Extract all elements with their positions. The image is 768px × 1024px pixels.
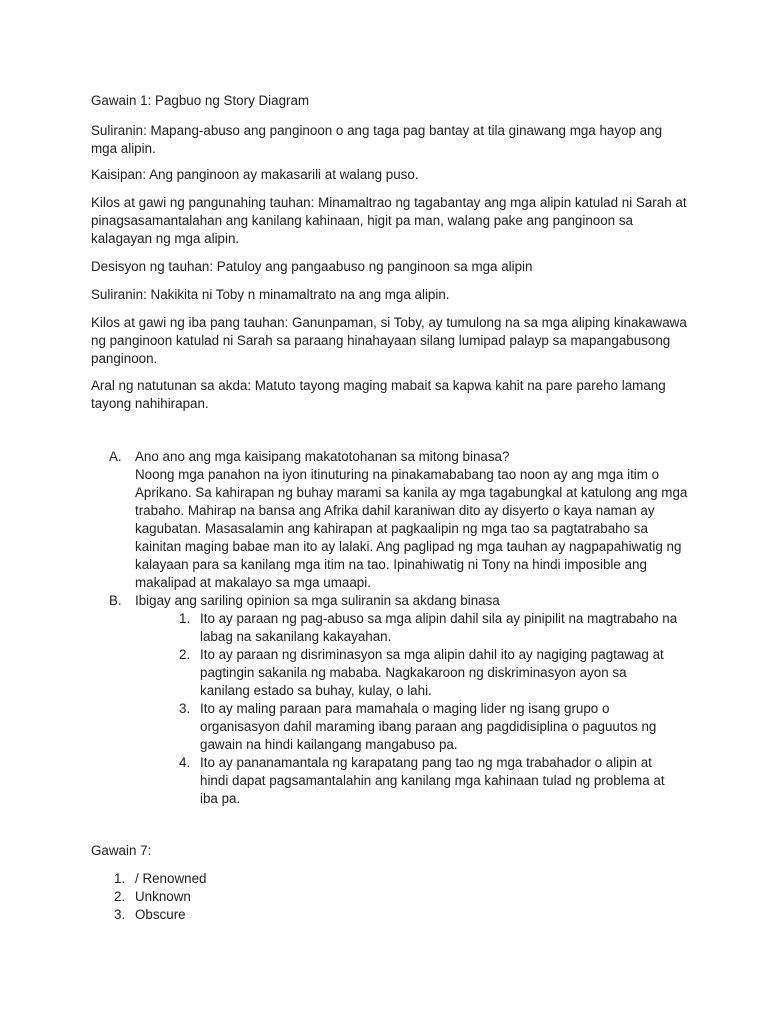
list-item [179, 610, 679, 646]
list-item-text: Ito ay paraan ng disriminasyon sa mga alipin dahil ito ay nagiging pagtawag at pagtingin sakanila ng mababa. Nagkakaroon ng diskriminasyon ayon sa kanilang estado sa buhay, kulay, o lahi. [200, 647, 664, 698]
paragraph-kilos-iba-pang-tauhan: Kilos at gawi ng iba pang tauhan: Ganunpaman, si Toby, ay tumulong na sa mga aliping kinakawawa ng panginoon katulad ni Sarah sa paraang hinahayaan silang lumipad palayp sa mapangabusong panginoon. [91, 315, 687, 366]
questions-list [109, 448, 689, 808]
list-item [179, 700, 679, 754]
list-item [179, 646, 679, 700]
question-a [109, 448, 689, 592]
list-marker: 2. [114, 889, 126, 904]
opinion-list [135, 610, 679, 808]
list-marker: 2. [179, 647, 191, 662]
list-item-text: Ito ay maling paraan para mamahala o maging lider ng isang grupo o organisasyon dahil maraming ibang paraan ang pagdidisiplina o paguutos ng gawain na hindi kailangang mangabuso pa. [200, 701, 657, 752]
answer-text: Noong mga panahon na iyon itinuturing na pinakamababang tao noon ay ang mga itim o Aprikano. Sa kahirapan ng buhay marami sa kanila ay mga tagabungkal at katulong ang mga trabaho. Mahirap na bansa ang Afrika dahil karaniwan dito ay disyerto o kaya naman ay kagubatan. Masasalamin ang kahirapan at pagkaalipin ng mga tao sa pagtatrabaho sa kainitan maging babae man ito ay lalaki. Ang paglipad ng mga tauhan ay nagpapahiwatig ng kalayaan para sa kanilang mga itim na tao. Ipinahiwatig ni Tony na hindi imposible ang makalipad at makalayo sa mga umaapi. [135, 467, 688, 590]
list-marker: 3. [114, 907, 126, 922]
question-text: Ibigay ang sariling opinion sa mga suliranin sa akdang binasa [135, 593, 500, 608]
page-title: Gawain 1: Pagbuo ng Story Diagram [91, 93, 310, 108]
question-b [109, 592, 689, 808]
list-item-text: Obscure [135, 907, 186, 922]
list-item-text: Ito ay paraan ng pag-abuso sa mga alipin dahil sila ay pinipilit na magtrabaho na labag na sakanilang kakayahan. [200, 611, 678, 644]
paragraph-desisyon: Desisyon ng tauhan: Patuloy ang pangaabuso ng panginoon sa mga alipin [91, 259, 533, 274]
paragraph-kaisipan: Kaisipan: Ang panginoon ay makasarili at walang puso. [91, 167, 419, 182]
list-item-text: Ito ay pananamantala ng karapatang pang tao ng mga trabahador o alipin at hindi dapat pagsamantalahin ang kanilang mga kahinaan tulad ng problema at iba pa. [200, 755, 665, 806]
list-item [114, 906, 206, 924]
list-item-text: Unknown [135, 889, 191, 904]
list-item [179, 754, 679, 808]
paragraph-kilos-pangunahing-tauhan: Kilos at gawi ng pangunahing tauhan: Minamaltrao ng tagabantay ang mga alipin katulad ni Sarah at pinagsasamantalahan ang kanilang kahinaan, higit pa man, walang pake ang panginoon sa kalagayan ng mga alipin. [91, 195, 687, 246]
paragraph-suliranin-2: Suliranin: Nakikita ni Toby n minamaltrato na ang mga alipin. [91, 287, 450, 302]
gawain-7-list [114, 870, 206, 924]
list-marker: 4. [179, 755, 191, 770]
list-item [114, 870, 206, 888]
list-item-text: / Renowned [135, 871, 207, 886]
gawain-7-heading: Gawain 7: [91, 843, 152, 858]
list-marker: B. [109, 593, 122, 608]
list-marker: 1. [114, 871, 126, 886]
list-marker: 1. [179, 611, 191, 626]
paragraph-aral: Aral ng natutunan sa akda: Matuto tayong maging mabait sa kapwa kahit na pare pareho lamang tayong nahihirapan. [91, 378, 666, 411]
list-marker: A. [109, 449, 122, 464]
list-item [114, 888, 206, 906]
paragraph-suliranin-1: Suliranin: Mapang-abuso ang panginoon o ang taga pag bantay at tila ginawang mga hayop ang mga alipin. [91, 123, 663, 156]
question-text: Ano ano ang mga kaisipang makatotohanan sa mitong binasa? [135, 449, 510, 464]
list-marker: 3. [179, 701, 191, 716]
